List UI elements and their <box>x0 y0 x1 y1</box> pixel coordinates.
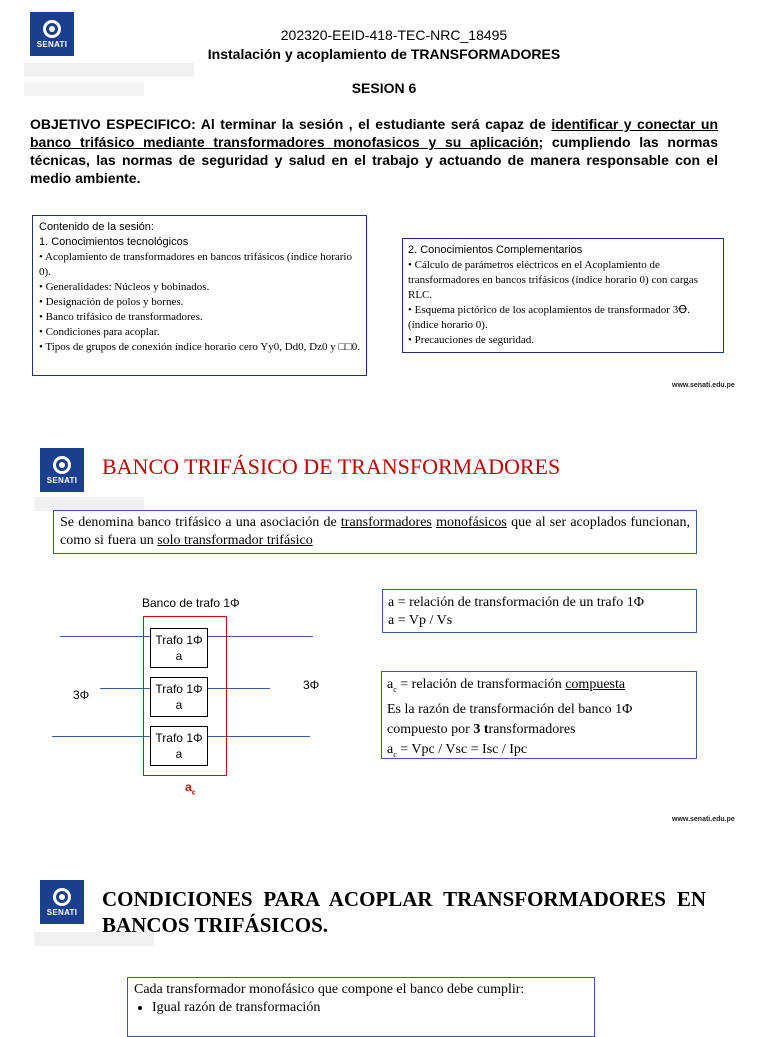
compound-line3 <box>387 720 691 740</box>
conditions-list <box>134 999 588 1017</box>
condition-item: • Igual razón de transformación <box>152 999 588 1017</box>
complementary-box <box>402 238 724 353</box>
trafo-name: Trafo 1Φ <box>155 731 203 745</box>
complementary-item: • Cálculo de parámetros eléctricos en el Acoplamiento de transformadores en bancos trifásicos (índice horario 0) con cargas RLC. <box>408 259 698 301</box>
trafo-unit <box>150 726 208 766</box>
complementary-title: 2. Conocimientos Complementarios <box>408 244 583 256</box>
bank-ratio-a: a <box>185 780 192 794</box>
senati-logo <box>40 448 84 492</box>
content-item: • Tipos de grupos de conexión índice horario cero Yy0, Dd0, Dz0 y □□0. <box>39 341 361 353</box>
compound-l3b: 3 t <box>473 721 489 737</box>
conditions-box <box>127 977 595 1037</box>
bank-ratio-sub: c <box>191 789 196 797</box>
definition-u2: monofásicos <box>436 515 507 530</box>
compound-line2: Es la razón de transformación del banco 1Φ <box>387 701 633 717</box>
compound-l4b: = Vpc / Vsc = Isc / Ipc <box>396 741 528 757</box>
definition-part1: Se denomina banco trifásico a una asociación de <box>60 515 341 530</box>
content-item: • Designación de polos y bornes. <box>39 296 184 308</box>
compound-line1 <box>387 675 691 700</box>
logo-brand: SENATI <box>36 39 68 49</box>
definition-part3: que al ser acoplados funcionan, como si fuera un <box>60 515 691 548</box>
objective-lead: OBJETIVO ESPECIFICO: Al terminar la sesión , el estudiante será capaz de <box>30 116 552 132</box>
definition-u3: solo transformador trifásico <box>157 533 313 548</box>
senati-logo-icon <box>53 456 71 474</box>
trafo-unit <box>150 677 208 717</box>
watermark-strip <box>34 497 144 511</box>
session-label: SESION 6 <box>351 80 417 96</box>
trafo-ratio: a <box>175 649 183 663</box>
compound-l4a: a <box>387 741 394 757</box>
website-url[interactable]: www.senati.edu.pe <box>672 382 735 389</box>
compound-l3c: ransformadores <box>488 721 576 737</box>
trafo-ratio: a <box>175 698 183 712</box>
content-title: Contenido de la sesión: <box>39 221 154 233</box>
trafo-name: Trafo 1Φ <box>155 633 203 647</box>
complementary-item: • Esquema pictórico de los acoplamientos de transformador 3Ꝋ.(índice horario 0). <box>408 304 690 331</box>
website-url[interactable]: www.senati.edu.pe <box>672 816 735 823</box>
compound-l4sub: c <box>393 749 397 759</box>
compound-text: = relación de transformación <box>396 677 566 692</box>
conditions-intro: Cada transformador monofásico que compone el banco debe cumplir: <box>134 982 525 997</box>
input-phase-label: 3Φ <box>73 688 90 702</box>
diagram-caption: Banco de trafo 1Φ <box>142 596 240 610</box>
logo-brand: SENATI <box>46 907 78 917</box>
content-item: • Generalidades: Núcleos y bobinados. <box>39 281 210 293</box>
content-item: • Condiciones para acoplar. <box>39 326 160 338</box>
course-code: 202320-EEID-418-TEC-NRC_18495 <box>280 27 508 43</box>
objective-text <box>30 115 718 187</box>
course-title: Instalación y acoplamiento de TRANSFORMADORES <box>207 46 561 62</box>
compound-ratio-box <box>381 671 697 759</box>
trafo-ratio: a <box>175 747 183 761</box>
objective-tail: ; cumpliendo las normas técnicas, las normas de seguridad y salud en el trabajo y actuando de manera responsable con el medio ambiente. <box>30 134 719 186</box>
content-subtitle: 1. Conocimientos tecnológicos <box>39 236 189 248</box>
definition-u1: transformadores <box>340 515 432 530</box>
ratio-line1: a = relación de transformación de un trafo 1Φ <box>388 595 645 610</box>
content-box <box>32 215 367 376</box>
watermark-strip <box>24 63 194 77</box>
definition-box <box>53 510 697 554</box>
ratio-line2: a = Vp / Vs <box>388 613 453 628</box>
compound-line4 <box>387 740 691 765</box>
trafo-unit <box>150 628 208 668</box>
complementary-item: • Precauciones de seguridad. <box>408 334 535 346</box>
content-item: • Banco trifásico de transformadores. <box>39 311 203 323</box>
slide2-title: BANCO TRIFÁSICO DE TRANSFORMADORES <box>102 454 561 479</box>
bank-ratio-label <box>185 780 196 796</box>
content-item: • Acoplamiento de transformadores en bancos trifásicos (índice horario 0). <box>39 251 352 278</box>
slide3-title: CONDICIONES PARA ACOPLAR TRANSFORMADORES EN BANCOS TRIFÁSICOS. <box>102 887 706 937</box>
senati-logo <box>40 880 84 924</box>
objective-underlined: identificar y conectar un banco trifásico mediante transformadores monofasicos y su aplicación <box>30 116 718 150</box>
compound-sub: c <box>393 684 397 694</box>
trafo-name: Trafo 1Φ <box>155 682 203 696</box>
compound-a: a <box>387 677 394 692</box>
ratio-box <box>382 589 697 633</box>
output-phase-label: 3Φ <box>303 678 320 692</box>
logo-brand: SENATI <box>46 475 78 485</box>
senati-logo-icon <box>53 888 71 906</box>
compound-l3a: compuesto por <box>387 721 474 737</box>
compound-underlined: compuesta <box>565 677 626 692</box>
